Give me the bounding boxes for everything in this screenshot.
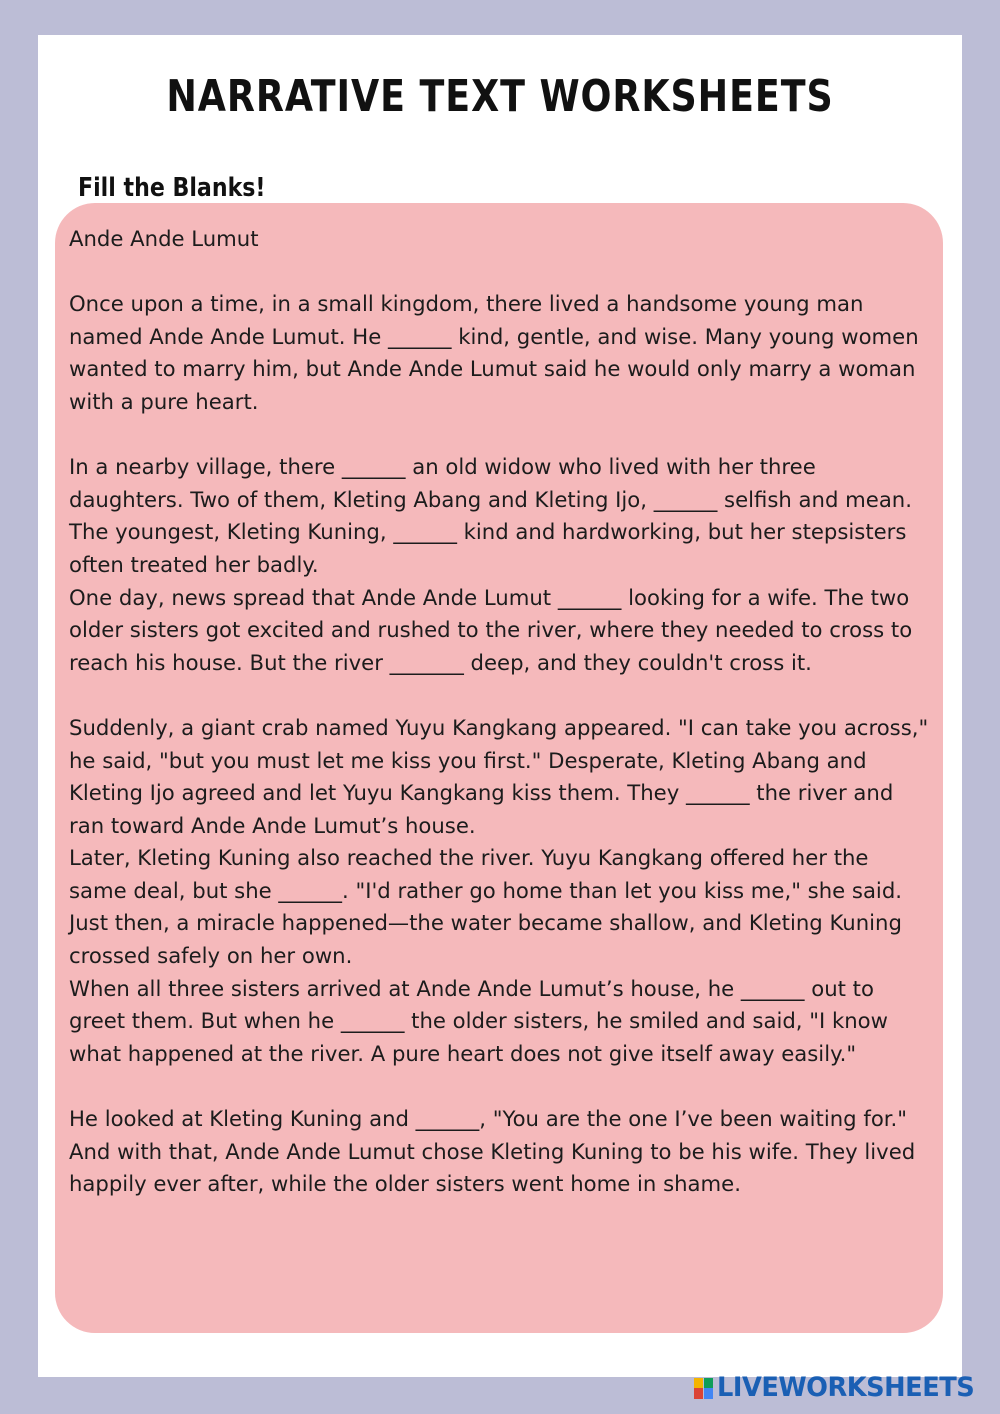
liveworksheets-logo-icon xyxy=(694,1376,713,1400)
story-paragraph: Once upon a time, in a small kingdom, there lived a handsome young man named Ande Ande Lumut. He ______ kind, gentle, and wise. Many young women wanted to marry him, but Ande Ande Lumut said he would only marry a woman with a pure heart. xyxy=(69,291,919,414)
paragraph-spacer xyxy=(69,1070,929,1103)
page-title: NARRATIVE TEXT WORKSHEETS xyxy=(166,71,834,122)
story-paragraph: In a nearby village, there ______ an old widow who lived with her three daughters. Two of them, Kleting Abang and Kleting Ijo, ______ selfish and mean. The youngest, Kleting Kuning, ______ kind and hardworking, but her stepsisters often treated her badly. One day, news spread that Ande Ande Lumut ______ looking for a wife. The two older sisters got excited and rushed to the river, where they needed to cross to reach his house. But the river _______ deep, and they couldn't cross it. xyxy=(69,454,913,675)
story-paragraph: Suddenly, a giant crab named Yuyu Kangkang appeared. "I can take you across," he said, "but you must let me kiss you first." Desperate, Kleting Abang and Kleting Ijo agreed and let Yuyu Kangkang kiss them. They ______ the river and ran toward Ande Ande Lumut’s house. Later, Kleting Kuning also reached the river. Yuyu Kangkang offered her the same deal, but she ______. "I'd rather go home than let you kiss me," she said. Just then, a miracle happened—the water became shallow, and Kleting Kuning crossed safely on her own. When all three sisters arrived at Ande Ande Lumut’s house, he ______ out to greet them. But when he ______ the older sisters, he smiled and said, "I know what happened at the river. A pure heart does not give itself away easily." xyxy=(69,714,929,1066)
story-paragraph: He looked at Kleting Kuning and ______, "You are the one I’ve been waiting for." And with that, Ande Ande Lumut chose Kleting Kuning to be his wife. They lived happily ever after, while the older sisters went home in shame. xyxy=(69,1106,916,1197)
logo-block-icon xyxy=(704,1388,713,1399)
brand-name: LIVEWORKSHEETS xyxy=(717,1372,975,1403)
paragraph-spacer xyxy=(69,679,929,712)
story-box xyxy=(55,203,943,1333)
paragraph-spacer xyxy=(69,419,929,452)
logo-block-icon xyxy=(694,1388,703,1399)
paragraph-spacer xyxy=(69,256,929,289)
worksheet-page xyxy=(38,35,962,1377)
story-title: Ande Ande Lumut xyxy=(69,226,259,251)
liveworksheets-brand[interactable] xyxy=(694,1372,988,1403)
instructions-heading: Fill the Blanks! xyxy=(78,173,266,203)
